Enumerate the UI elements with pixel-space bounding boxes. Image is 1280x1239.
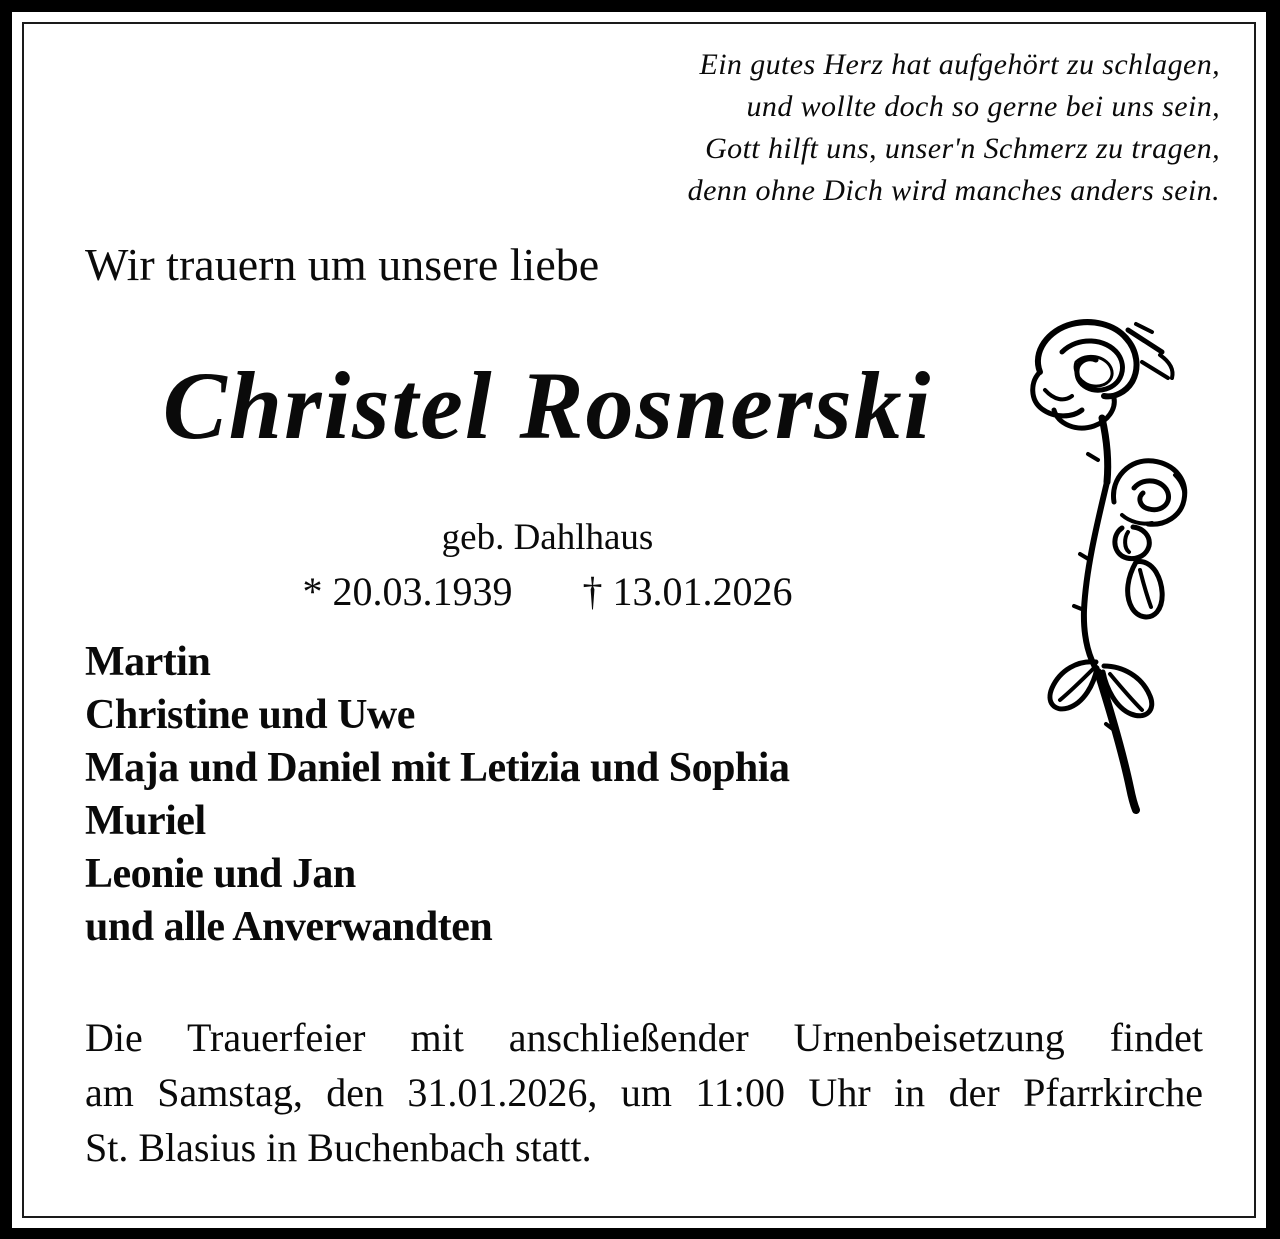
- mourners-list: [85, 636, 789, 954]
- mourner-line: und alle Anverwandten: [85, 904, 493, 950]
- death-date: † 13.01.2026: [582, 569, 793, 614]
- mourner-line: Leonie und Jan: [85, 851, 356, 897]
- maiden-name: geb. Dahlhaus: [441, 517, 654, 558]
- verse-line: Gott hilft uns, unser'n Schmerz zu tragen,: [705, 132, 1220, 165]
- verse-line: und wollte doch so gerne bei uns sein,: [746, 90, 1220, 123]
- verse-line: Ein gutes Herz hat aufgehört zu schlagen,: [699, 48, 1220, 81]
- birth-date: * 20.03.1939: [302, 569, 513, 614]
- life-dates: [80, 568, 1015, 615]
- mourner-line: Martin: [85, 639, 211, 685]
- mourner-line: Christine und Uwe: [85, 692, 415, 738]
- intro-line: Wir trauern um unsere liebe: [85, 239, 600, 290]
- funeral-details: [85, 1010, 1203, 1175]
- verse-line: denn ohne Dich wird manches anders sein.: [687, 174, 1220, 207]
- funeral-line: Die Trauerfeier mit anschließender Urnenbeisetzung findet: [85, 1015, 1203, 1060]
- mourner-line: Muriel: [85, 798, 206, 844]
- deceased-name: Christel Rosnerski: [162, 352, 933, 459]
- funeral-line: St. Blasius in Buchenbach statt.: [85, 1125, 592, 1170]
- mourner-line: Maja und Daniel mit Letizia und Sophia: [85, 745, 790, 791]
- funeral-line: am Samstag, den 31.01.2026, um 11:00 Uhr in der Pfarrkirche: [85, 1070, 1203, 1115]
- memorial-verse: [688, 44, 1220, 212]
- rose-illustration: [1010, 310, 1210, 815]
